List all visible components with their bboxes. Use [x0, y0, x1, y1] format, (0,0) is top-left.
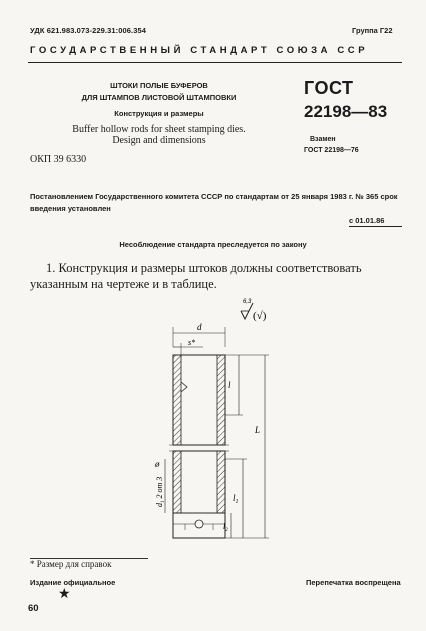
diameter-mark: ø [155, 459, 160, 469]
effective-date: с 01.01.86 [349, 216, 385, 225]
rod-upper-section [173, 355, 225, 445]
paragraph-1: 1. Конструкция и размеры штоков должны соответствовать указанным на чертеже и в таблице. [30, 261, 362, 291]
dim-d1-sub: 1 [161, 500, 166, 503]
dim-fit: 2 от 3 [155, 476, 164, 499]
dim-l2-sub: 2 [225, 528, 228, 533]
dim-d-label: d [197, 322, 202, 332]
dim-l1-text [233, 493, 239, 505]
roughness-paren: (√) [253, 310, 267, 322]
page-number: 60 [28, 603, 39, 614]
title-ru-line1: ШТОКИ ПОЛЫЕ БУФЕРОВ [110, 81, 208, 90]
rod-lower-section [173, 451, 225, 538]
dim-l2-text [223, 522, 228, 533]
title-russian [52, 80, 266, 104]
reprint-notice: Перепечатка воспрещена [306, 578, 401, 587]
dimension-l1 [225, 459, 247, 538]
gost-number: 22198—83 [304, 102, 388, 121]
dimension-l [225, 355, 243, 415]
okp-code: ОКП 39 6330 [30, 154, 87, 165]
state-standard-heading: ГОСУДАРСТВЕННЫЙ СТАНДАРТ СОЮЗА ССР [30, 45, 369, 56]
hole-icon [195, 520, 203, 528]
dim-d1-label: d [155, 503, 164, 507]
date-underline [349, 226, 402, 227]
roughness-symbol [241, 299, 267, 322]
dimension-L [225, 355, 269, 538]
footnote: * Размер для справок [30, 559, 112, 569]
replaced-standard: ГОСТ 22198—76 [304, 147, 359, 154]
title-english [52, 124, 266, 146]
dim-l1-sub: 1 [235, 499, 239, 505]
dimension-l2 [223, 513, 231, 538]
edition-label: Издание официальное [30, 578, 116, 587]
title-ru-line2: ДЛЯ ШТАМПОВ ЛИСТОВОЙ ШТАМПОВКИ [81, 93, 237, 102]
header-rule [28, 62, 402, 63]
gost-label: ГОСТ [304, 78, 354, 98]
title-en-line1: Buffer hollow rods for sheet stamping dies. [72, 124, 246, 135]
dim-s-label: s* [188, 338, 196, 347]
group-code: Группа Г22 [352, 26, 393, 35]
dim-l-label: l [228, 380, 231, 390]
dim-l1-label: l [233, 493, 236, 503]
title-en-line2: Design and dimensions [112, 135, 206, 146]
subtitle-russian: Конструкция и размеры [114, 109, 204, 118]
dim-l2-label: l [223, 522, 226, 531]
dimension-s [173, 338, 203, 357]
replace-label: Взамен [310, 136, 336, 143]
law-notice: Несоблюдение стандарта преследуется по закону [119, 240, 307, 249]
star-icon: ★ [58, 587, 71, 602]
dim-L-label: L [255, 425, 261, 435]
udk-code: УДК 621.983.073-229.31:006.354 [30, 26, 147, 35]
rod-drawing [145, 295, 285, 547]
roughness-value: 6,3 [243, 299, 252, 305]
dim-d1-text [155, 477, 166, 507]
decree-text: Постановлением Государственного комитета СССР по стандартам от 25 января 1983 г. № 365 срок введения установлен [30, 192, 398, 213]
dimension-d1 [154, 459, 166, 513]
break-gap [169, 445, 229, 451]
